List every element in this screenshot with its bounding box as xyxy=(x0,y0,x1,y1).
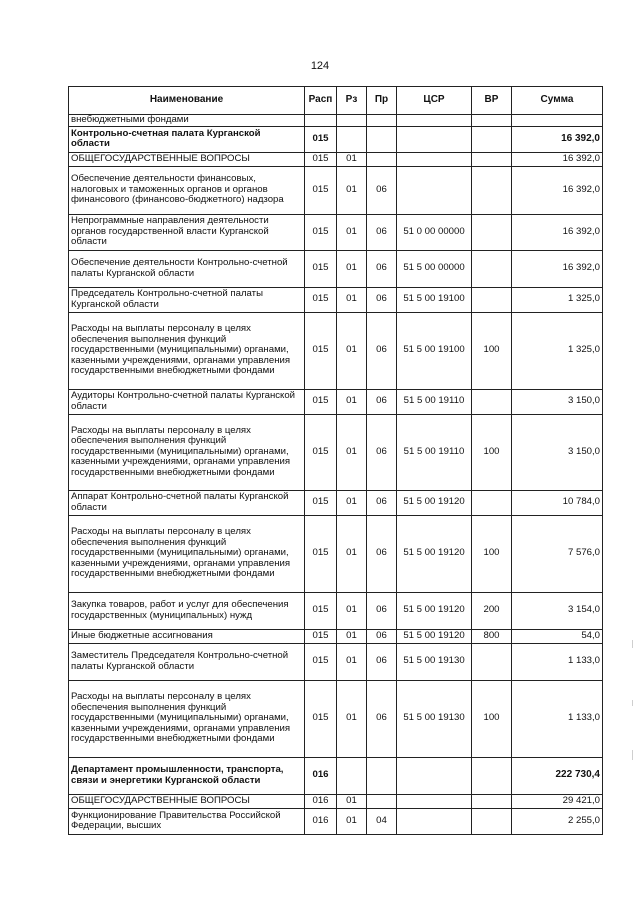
binding-mark xyxy=(632,750,633,760)
cell-name: Департамент промышленности, транспорта, связи и энергетики Курганской области xyxy=(69,757,305,794)
cell-pr: 06 xyxy=(367,312,397,389)
cell-rasp: 015 xyxy=(305,643,337,680)
cell-name: Аудиторы Контрольно-счетной палаты Курганской области xyxy=(69,389,305,414)
cell-csr xyxy=(397,166,472,214)
cell-rz: 01 xyxy=(337,166,367,214)
cell-sum: 1 325,0 xyxy=(512,312,603,389)
cell-rasp: 015 xyxy=(305,287,337,312)
cell-name: Аппарат Контрольно-счетной палаты Курганской области xyxy=(69,490,305,515)
table-row xyxy=(69,414,603,490)
cell-name: Заместитель Председателя Контрольно-счетной палаты Курганской области xyxy=(69,643,305,680)
table-row xyxy=(69,629,603,643)
cell-vr xyxy=(472,287,512,312)
table-row xyxy=(69,166,603,214)
cell-pr: 06 xyxy=(367,643,397,680)
cell-vr xyxy=(472,643,512,680)
cell-name: Обеспечение деятельности Контрольно-счетной палаты Курганской области xyxy=(69,250,305,287)
cell-vr xyxy=(472,389,512,414)
table-row xyxy=(69,680,603,757)
cell-rz: 01 xyxy=(337,794,367,808)
cell-pr: 06 xyxy=(367,592,397,629)
cell-sum: 16 392,0 xyxy=(512,214,603,250)
cell-rz: 01 xyxy=(337,592,367,629)
cell-rz xyxy=(337,126,367,152)
cell-csr: 51 5 00 19100 xyxy=(397,287,472,312)
cell-sum: 1 133,0 xyxy=(512,680,603,757)
cell-rz: 01 xyxy=(337,643,367,680)
cell-name: Председатель Контрольно-счетной палаты Курганской области xyxy=(69,287,305,312)
cell-csr xyxy=(397,126,472,152)
binding-mark xyxy=(632,700,633,706)
cell-name: Контрольно-счетная палата Курганской области xyxy=(69,126,305,152)
cell-name: Иные бюджетные ассигнования xyxy=(69,629,305,643)
cell-name: Непрограммные направления деятельности органов государственной власти Курганской области xyxy=(69,214,305,250)
cell-rasp: 015 xyxy=(305,515,337,592)
table-row xyxy=(69,490,603,515)
cell-rz: 01 xyxy=(337,312,367,389)
cell-name: Расходы на выплаты персоналу в целях обеспечения выполнения функций государственными (муниципальными) органами, казенными учреждениями, органами управления государственными внебюджетными фондами xyxy=(69,680,305,757)
cell-csr xyxy=(397,152,472,166)
cell-sum: 222 730,4 xyxy=(512,757,603,794)
cell-rasp: 015 xyxy=(305,592,337,629)
binding-mark xyxy=(632,640,633,648)
cell-name: Расходы на выплаты персоналу в целях обеспечения выполнения функций государственными (муниципальными) органами, казенными учреждениями, органами управления государственными внебюджетными фондами xyxy=(69,414,305,490)
cell-pr: 06 xyxy=(367,166,397,214)
cell-rasp: 015 xyxy=(305,389,337,414)
cell-sum: 3 150,0 xyxy=(512,414,603,490)
header-rz: Рз xyxy=(337,87,367,115)
cell-pr: 06 xyxy=(367,515,397,592)
cell-sum: 16 392,0 xyxy=(512,250,603,287)
cell-pr: 04 xyxy=(367,808,397,834)
cell-csr xyxy=(397,808,472,834)
cell-vr xyxy=(472,794,512,808)
cell-vr xyxy=(472,126,512,152)
cell-vr xyxy=(472,757,512,794)
cell-name: ОБЩЕГОСУДАРСТВЕННЫЕ ВОПРОСЫ xyxy=(69,794,305,808)
cell-csr xyxy=(397,794,472,808)
cell-pr: 06 xyxy=(367,414,397,490)
cell-rz: 01 xyxy=(337,808,367,834)
cell-name: Обеспечение деятельности финансовых, налоговых и таможенных органов и органов финансового (финансово-бюджетного) надзора xyxy=(69,166,305,214)
cell-name: ОБЩЕГОСУДАРСТВЕННЫЕ ВОПРОСЫ xyxy=(69,152,305,166)
cell-rasp: 015 xyxy=(305,490,337,515)
table-row xyxy=(69,152,603,166)
cell-rasp: 015 xyxy=(305,629,337,643)
header-csr: ЦСР xyxy=(397,87,472,115)
cell-vr xyxy=(472,214,512,250)
cell-rz xyxy=(337,757,367,794)
cell-rasp: 015 xyxy=(305,414,337,490)
cell-sum: 16 392,0 xyxy=(512,152,603,166)
cell-name: Расходы на выплаты персоналу в целях обеспечения выполнения функций государственными (муниципальными) органами, казенными учреждениями, органами управления государственными внебюджетными фондами xyxy=(69,312,305,389)
header-name: Наименование xyxy=(69,87,305,115)
cell-sum: 16 392,0 xyxy=(512,126,603,152)
cell-rz: 01 xyxy=(337,629,367,643)
table-row xyxy=(69,389,603,414)
table-row xyxy=(69,808,603,834)
cell-rz: 01 xyxy=(337,389,367,414)
cell-sum xyxy=(512,115,603,127)
cell-rz: 01 xyxy=(337,414,367,490)
cell-name: Закупка товаров, работ и услуг для обеспечения государственных (муниципальных) нужд xyxy=(69,592,305,629)
cell-csr xyxy=(397,115,472,127)
cell-pr: 06 xyxy=(367,214,397,250)
header-rasp: Расп xyxy=(305,87,337,115)
cell-rz: 01 xyxy=(337,214,367,250)
cell-sum: 2 255,0 xyxy=(512,808,603,834)
cell-pr: 06 xyxy=(367,250,397,287)
cell-rasp: 015 xyxy=(305,166,337,214)
table-row xyxy=(69,757,603,794)
cell-pr xyxy=(367,115,397,127)
cell-rz: 01 xyxy=(337,152,367,166)
cell-vr xyxy=(472,808,512,834)
cell-rasp: 015 xyxy=(305,312,337,389)
table-row xyxy=(69,115,603,127)
cell-sum: 29 421,0 xyxy=(512,794,603,808)
cell-sum: 1 325,0 xyxy=(512,287,603,312)
cell-name: внебюджетными фондами xyxy=(69,115,305,127)
cell-rz xyxy=(337,115,367,127)
table-row xyxy=(69,214,603,250)
table-row xyxy=(69,794,603,808)
page-number: 124 xyxy=(310,60,330,72)
cell-csr: 51 5 00 00000 xyxy=(397,250,472,287)
cell-vr: 100 xyxy=(472,414,512,490)
cell-rz: 01 xyxy=(337,287,367,312)
cell-csr: 51 5 00 19110 xyxy=(397,389,472,414)
cell-sum: 3 150,0 xyxy=(512,389,603,414)
cell-vr xyxy=(472,152,512,166)
cell-name: Расходы на выплаты персоналу в целях обеспечения выполнения функций государственными (муниципальными) органами, казенными учреждениями, органами управления государственными внебюджетными фондами xyxy=(69,515,305,592)
cell-csr xyxy=(397,757,472,794)
cell-pr xyxy=(367,794,397,808)
cell-rz: 01 xyxy=(337,515,367,592)
table-row xyxy=(69,312,603,389)
cell-vr xyxy=(472,490,512,515)
cell-sum: 54,0 xyxy=(512,629,603,643)
cell-sum: 3 154,0 xyxy=(512,592,603,629)
cell-vr: 800 xyxy=(472,629,512,643)
cell-pr: 06 xyxy=(367,287,397,312)
cell-csr: 51 5 00 19120 xyxy=(397,592,472,629)
cell-pr: 06 xyxy=(367,389,397,414)
cell-vr: 200 xyxy=(472,592,512,629)
cell-vr xyxy=(472,166,512,214)
cell-pr: 06 xyxy=(367,629,397,643)
cell-csr: 51 5 00 19130 xyxy=(397,643,472,680)
header-vr: ВР xyxy=(472,87,512,115)
header-pr: Пр xyxy=(367,87,397,115)
cell-pr: 06 xyxy=(367,680,397,757)
cell-csr: 51 5 00 19110 xyxy=(397,414,472,490)
table-row xyxy=(69,592,603,629)
cell-csr: 51 5 00 19120 xyxy=(397,515,472,592)
table-header-row xyxy=(69,87,603,115)
cell-rasp: 015 xyxy=(305,152,337,166)
cell-rasp: 016 xyxy=(305,757,337,794)
cell-vr: 100 xyxy=(472,680,512,757)
cell-rasp xyxy=(305,115,337,127)
cell-rz: 01 xyxy=(337,680,367,757)
cell-rasp: 015 xyxy=(305,680,337,757)
table-row xyxy=(69,126,603,152)
cell-csr: 51 5 00 19120 xyxy=(397,490,472,515)
cell-vr: 100 xyxy=(472,515,512,592)
cell-name: Функционирование Правительства Российской Федерации, высших xyxy=(69,808,305,834)
table-row xyxy=(69,515,603,592)
cell-rz: 01 xyxy=(337,250,367,287)
header-sum: Сумма xyxy=(512,87,603,115)
cell-rasp: 015 xyxy=(305,250,337,287)
cell-csr: 51 0 00 00000 xyxy=(397,214,472,250)
cell-rasp: 015 xyxy=(305,126,337,152)
cell-csr: 51 5 00 19100 xyxy=(397,312,472,389)
cell-pr xyxy=(367,152,397,166)
cell-rasp: 015 xyxy=(305,214,337,250)
cell-csr: 51 5 00 19130 xyxy=(397,680,472,757)
cell-csr: 51 5 00 19120 xyxy=(397,629,472,643)
cell-vr xyxy=(472,115,512,127)
table-row xyxy=(69,250,603,287)
cell-rasp: 016 xyxy=(305,794,337,808)
cell-rz: 01 xyxy=(337,490,367,515)
cell-vr: 100 xyxy=(472,312,512,389)
table-row xyxy=(69,287,603,312)
budget-table xyxy=(68,86,603,835)
cell-pr xyxy=(367,757,397,794)
table-row xyxy=(69,643,603,680)
cell-rasp: 016 xyxy=(305,808,337,834)
table-body xyxy=(69,115,603,835)
cell-vr xyxy=(472,250,512,287)
cell-sum: 1 133,0 xyxy=(512,643,603,680)
cell-sum: 16 392,0 xyxy=(512,166,603,214)
cell-pr: 06 xyxy=(367,490,397,515)
cell-sum: 10 784,0 xyxy=(512,490,603,515)
cell-pr xyxy=(367,126,397,152)
cell-sum: 7 576,0 xyxy=(512,515,603,592)
